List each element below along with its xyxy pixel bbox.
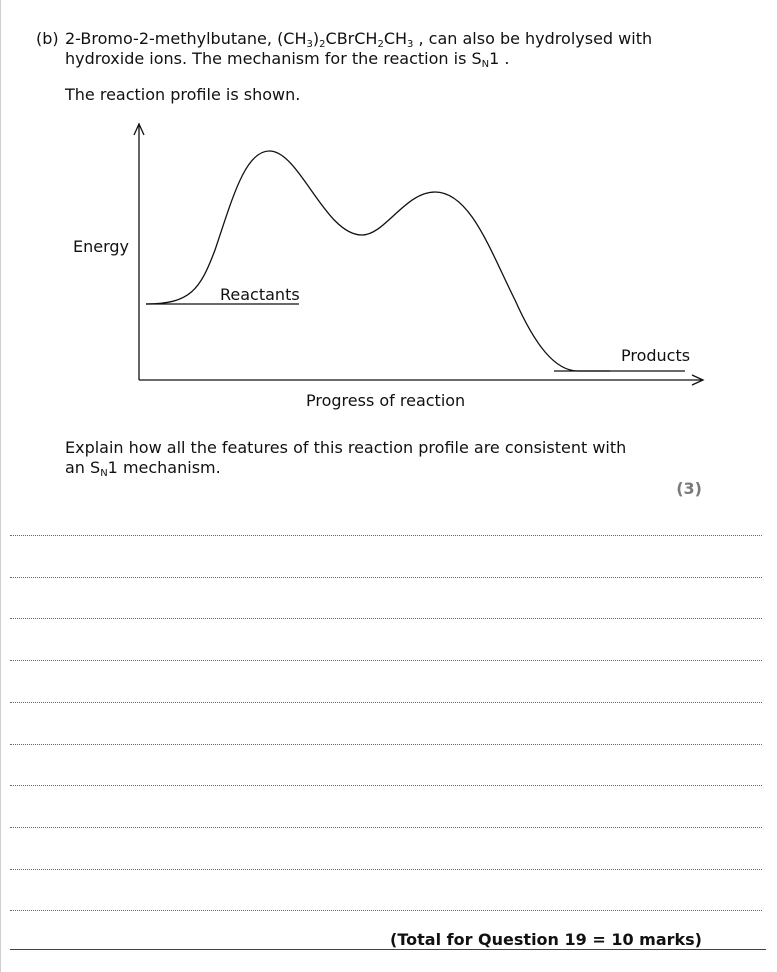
reactants-label: Reactants [220, 285, 300, 304]
question-part-label: (b) [36, 29, 59, 48]
answer-line[interactable] [10, 827, 762, 828]
bottom-rule [10, 949, 766, 950]
question-text-line2: hydroxide ions. The mechanism for the reaction is $S_N1$ . [65, 49, 510, 70]
answer-line[interactable] [10, 618, 762, 619]
answer-line[interactable] [10, 910, 762, 911]
total-marks: (Total for Question 19 = 10 marks) [390, 930, 702, 949]
question-text-line1: 2-Bromo-2-methylbutane, $(CH_3)_2CBrCH_2CH_3$ , can also be hydrolysed with [65, 29, 653, 50]
y-axis-label: Energy [73, 237, 130, 256]
energy-profile-curve [146, 151, 610, 371]
answer-line[interactable] [10, 744, 762, 745]
products-label: Products [621, 346, 691, 365]
profile-intro: The reaction profile is shown. [65, 85, 301, 104]
answer-line[interactable] [10, 660, 762, 661]
answer-line[interactable] [10, 535, 762, 536]
answer-line[interactable] [10, 785, 762, 786]
marks-indicator: (3) [676, 479, 702, 498]
x-axis-label: Progress of reaction [306, 391, 466, 410]
answer-line[interactable] [10, 577, 762, 578]
answer-line[interactable] [10, 702, 762, 703]
answer-line[interactable] [10, 869, 762, 870]
reaction-profile-diagram [0, 0, 778, 420]
explain-prompt-line1: Explain how all the features of this reaction profile are consistent with [65, 438, 627, 457]
explain-prompt-line2: an $S_N1$ mechanism. [65, 458, 221, 479]
